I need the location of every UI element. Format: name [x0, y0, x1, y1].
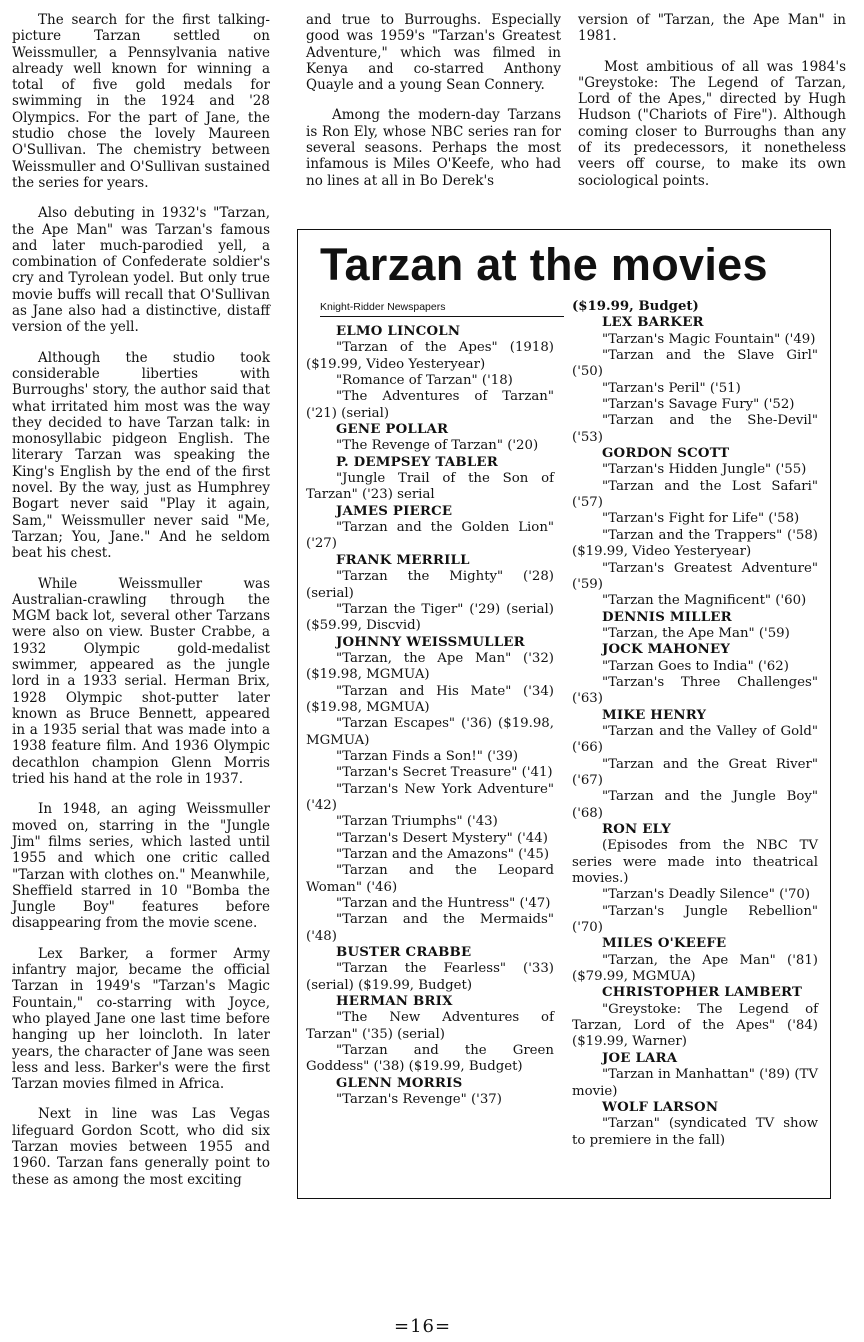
- film-entry: "Tarzan and the Golden Lion" ('27): [306, 520, 554, 552]
- actor-name: GENE POLLAR: [336, 422, 449, 438]
- tarzan-movies-sidebar: [297, 229, 831, 1199]
- film-entry: "Tarzan Triumphs" ('43): [336, 814, 498, 830]
- article-column-middle: [306, 12, 561, 203]
- actor-name: GORDON SCOTT: [602, 446, 730, 462]
- actor-name: ELMO LINCOLN: [336, 324, 461, 339]
- film-entry: "Tarzan the Magnificent" ('60): [602, 593, 807, 609]
- film-entry: "Tarzan and the Jungle Boy" ('68): [572, 789, 818, 821]
- film-entry: "Tarzan's Savage Fury" ('52): [602, 397, 795, 413]
- article-paragraph: In 1948, an aging Weissmuller moved on, starring in the "Jungle Jim" films series, which lasted until 1955 and which one critic called "Tarzan with clothes on." Meanwhile, Sheffield starred in 10 "Bomba the Jungle Boy" features before disappearing from the movie scene.: [12, 801, 270, 932]
- film-entry: "Tarzan's Magic Fountain" ('49): [602, 331, 816, 347]
- sidebar-credit: Knight-Ridder Newspapers: [320, 301, 446, 313]
- article-paragraph: Although the studio took considerable liberties with Burroughs' story, the author said that what irritated him most was the way they decided to have Tarzan talk: in monosyllabic pidgeon English. The literary Tarzan was speaking the King's English by the end of the first novel. By the way, just as Humphrey Bogart never said "Play it again, Sam," Weissmuller never said "Me, Tarzan; You, Jane." And he seldom beat his chest.: [12, 349, 270, 562]
- film-entry: "Tarzan's Revenge" ('37): [336, 1092, 502, 1108]
- page-number: =16=: [394, 1316, 452, 1337]
- actor-name: GLENN MORRIS: [336, 1075, 463, 1091]
- film-entry: "Jungle Trail of the Son of Tarzan" ('23) serial: [306, 471, 554, 503]
- film-entry: "The Adventures of Tarzan" ('21) (serial): [306, 389, 554, 421]
- film-entry: "Tarzan and the Leopard Woman" ('46): [306, 863, 554, 895]
- filmography-column-2: [572, 299, 818, 1149]
- actor-name: P. DEMPSEY TABLER: [336, 454, 498, 470]
- film-entry: "Tarzan's Deadly Silence" ('70): [602, 887, 811, 903]
- film-entry: "Tarzan and the Trappers" ('58) ($19.99, Video Yesteryear): [572, 527, 818, 560]
- article-column-right: [578, 12, 846, 203]
- actor-name: DENNIS MILLER: [602, 609, 732, 625]
- film-entry: "Tarzan and the Great River" ('67): [572, 756, 818, 788]
- actor-name: JOCK MAHONEY: [602, 642, 731, 658]
- film-entry: "Tarzan Goes to India" ('62): [602, 658, 789, 674]
- film-entry: "Tarzan's Greatest Adventure" ('59): [572, 560, 818, 592]
- film-entry: (Episodes from the NBC TV series were made into theatrical movies.): [572, 838, 818, 887]
- film-entry: "Romance of Tarzan" ('18): [336, 373, 513, 389]
- film-entry: "The Revenge of Tarzan" ('20): [336, 438, 539, 454]
- article-paragraph: While Weissmuller was Australian-crawling through the MGM back lot, several other Tarzans were also on view. Buster Crabbe, a 1932 Olympic gold-medalist swimmer, appeared as the jungle lord in a 1933 serial. Herman Brix, 1928 Olympic shot-putter later known as Bruce Bennett, appeared in a 1935 serial that was made into a 1938 feature film. And 1936 Olympic decathlon champion Glenn Morris tried his hand at the role in 1937.: [12, 575, 270, 788]
- article-column-left: [12, 12, 270, 1202]
- film-entry: "Tarzan's Hidden Jungle" ('55): [602, 462, 807, 478]
- film-entry: "Tarzan and the Mermaids" ('48): [306, 912, 554, 944]
- actor-name: RON ELY: [602, 822, 671, 837]
- film-entry: "Tarzan and the Valley of Gold" ('66): [572, 723, 818, 756]
- film-entry: "Tarzan's Fight for Life" ('58): [602, 511, 800, 527]
- film-entry: "Tarzan and the Amazons" ('45): [336, 847, 550, 862]
- film-entry: "Tarzan's Secret Treasure" ('41): [336, 765, 553, 781]
- film-entry: "Tarzan, the Ape Man" ('59): [602, 625, 790, 641]
- film-entry: "Tarzan's Three Challenges" ('63): [572, 674, 818, 707]
- actor-name: JOHNNY WEISSMULLER: [336, 634, 525, 650]
- film-entry: "Tarzan the Tiger" ('29) (serial) ($59.99, Discvid): [306, 601, 554, 634]
- article-paragraph: The search for the first talking-picture Tarzan settled on Weissmuller, a Pennsylvania native already well known for winning a total of five gold medals for swimming in the 1924 and '28 Olympics. For the part of Jane, the studio chose the lovely Maureen O'Sullivan. The chemistry between Weissmuller and O'Sullivan sustained the series for years.: [12, 12, 270, 191]
- film-entry: "Tarzan's Peril" ('51): [602, 380, 741, 396]
- film-entry: "Tarzan and the She-Devil" ('53): [572, 413, 818, 445]
- film-entry: "Tarzan and His Mate" ('34) ($19.98, MGMUA): [306, 683, 554, 715]
- film-entry: "Tarzan the Mighty" ('28) (serial): [306, 569, 554, 601]
- actor-name: CHRISTOPHER LAMBERT: [602, 985, 803, 1001]
- article-paragraph: Next in line was Las Vegas lifeguard Gordon Scott, who did six Tarzan movies between 1955 and 1960. Tarzan fans generally point to these as among the most exciting: [12, 1106, 270, 1188]
- film-entry: "Tarzan, the Ape Man" ('81) ($79.99, MGMUA): [572, 952, 818, 985]
- film-entry: "Tarzan the Fearless" ('33) (serial) ($19.99, Budget): [306, 961, 554, 993]
- film-entry: "Tarzan and the Green Goddess" ('38) ($19.99, Budget): [306, 1043, 554, 1075]
- actor-name: WOLF LARSON: [602, 1099, 719, 1115]
- film-entry-continuation: ($19.99, Budget): [572, 299, 699, 314]
- film-entry: "Tarzan, the Ape Man" ('32) ($19.98, MGMUA): [306, 650, 554, 683]
- article-paragraph: Among the modern-day Tarzans is Ron Ely, whose NBC series ran for several seasons. Perhaps the most infamous is Miles O'Keefe, who had no lines at all in Bo Derek's: [306, 107, 561, 189]
- film-entry: "Tarzan and the Lost Safari" ('57): [572, 478, 818, 511]
- article-paragraph: version of "Tarzan, the Ape Man" in 1981.: [578, 12, 846, 45]
- actor-name: HERMAN BRIX: [336, 994, 453, 1010]
- article-paragraph: Most ambitious of all was 1984's "Greystoke: The Legend of Tarzan, Lord of the Apes," directed by Hugh Hudson ("Chariots of Fire"). Although coming closer to Burroughs than any of its predecessors, it nonetheless veers off course, to make its own sociological points.: [578, 58, 846, 189]
- film-entry: "Tarzan's Desert Mystery" ('44): [336, 830, 548, 846]
- credit-rule: [320, 316, 564, 317]
- film-entry: "The New Adventures of Tarzan" ('35) (serial): [306, 1010, 554, 1042]
- actor-name: FRANK MERRILL: [336, 552, 470, 568]
- film-entry: "Tarzan Escapes" ('36) ($19.98, MGMUA): [306, 716, 554, 748]
- actor-name: MILES O'KEEFE: [602, 936, 727, 952]
- actor-name: JAMES PIERCE: [336, 503, 453, 519]
- film-entry: "Tarzan and the Slave Girl" ('50): [572, 348, 818, 380]
- actor-name: BUSTER CRABBE: [336, 945, 472, 961]
- film-entry: "Tarzan and the Huntress" ('47): [336, 896, 551, 912]
- film-entry: "Tarzan in Manhattan" ('89) (TV movie): [572, 1067, 818, 1099]
- film-entry: "Tarzan" (syndicated TV show to premiere in the fall): [572, 1116, 818, 1148]
- film-entry: "Tarzan of the Apes" (1918) ($19.99, Video Yesteryear): [306, 340, 554, 372]
- article-paragraph: Also debuting in 1932's "Tarzan, the Ape Man" was Tarzan's famous and later much-parodied yell, a combination of Confederate soldier's cry and Tyrolean yodel. But only true movie buffs will recall that O'Sullivan as Jane also had a distinctive, distaff version of the yell.: [12, 205, 270, 336]
- actor-name: JOE LARA: [602, 1050, 678, 1066]
- article-paragraph: Lex Barker, a former Army infantry major, became the official Tarzan in 1949's "Tarzan's Magic Fountain," co-starring with Joyce, who played Jane one last time before hanging up her loincloth. In later years, the character of Jane was seen less and less. Barker's were the first Tarzan movies filmed in Africa.: [12, 945, 270, 1093]
- film-entry: "Tarzan's New York Adventure" ('42): [306, 781, 554, 813]
- film-entry: "Greystoke: The Legend of Tarzan, Lord of the Apes" ('84) ($19.99, Warner): [572, 1001, 818, 1050]
- film-entry: "Tarzan's Jungle Rebellion" ('70): [572, 903, 818, 936]
- film-entry: "Tarzan Finds a Son!" ('39): [336, 748, 519, 764]
- actor-name: LEX BARKER: [602, 315, 704, 331]
- filmography-column-1: [306, 324, 554, 1109]
- article-paragraph: and true to Burroughs. Especially good was 1959's "Tarzan's Greatest Adventure," which was filmed in Kenya and co-starred Anthony Quayle and a young Sean Connery.: [306, 12, 561, 94]
- actor-name: MIKE HENRY: [602, 707, 707, 723]
- sidebar-title: Tarzan at the movies: [320, 239, 768, 290]
